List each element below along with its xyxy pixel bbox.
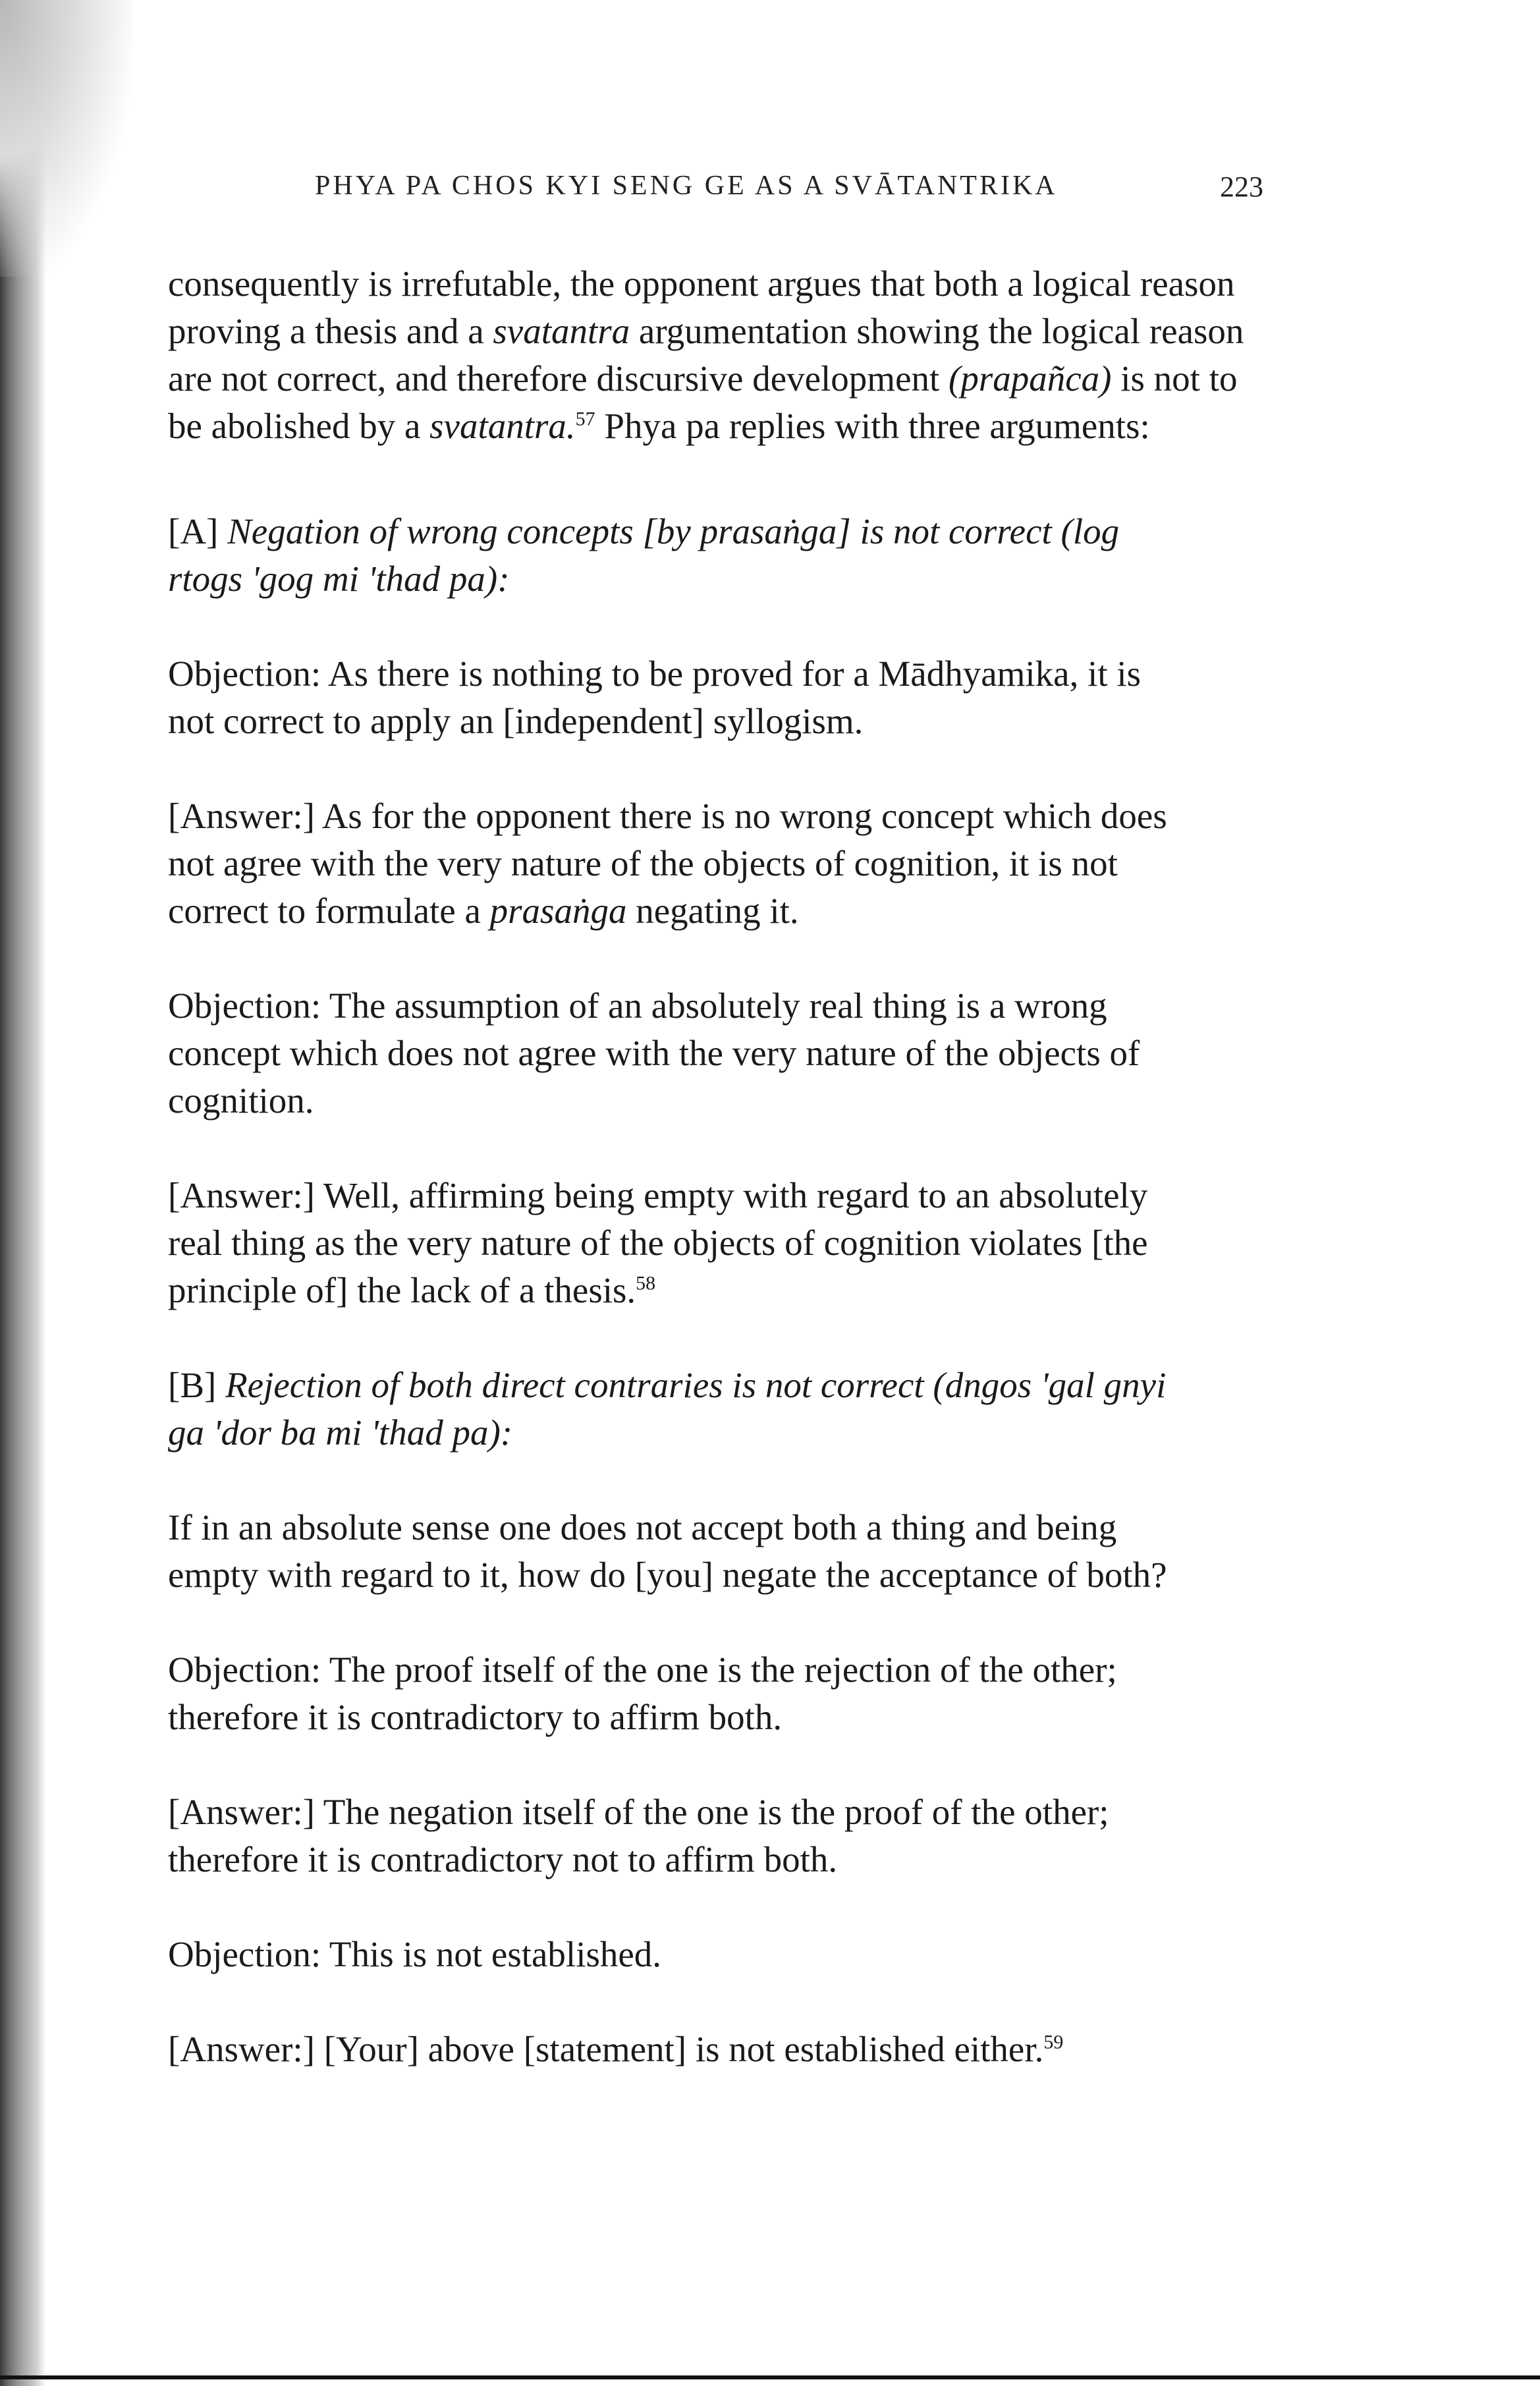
intro-text-2: argumentation showing the logical reason are not correct, and therefore discursive development: [168, 311, 1244, 399]
page-gutter-shadow: [0, 0, 46, 2386]
section-b-marker: [B]: [168, 1365, 226, 1405]
section-b-title: Rejection of both direct contraries is not correct (dngos 'gal gnyi ga 'dor ba mi 'thad pa):: [168, 1365, 1167, 1453]
intro-term-svatantra-2: svatantra.: [429, 406, 576, 446]
page-bottom-edge: [0, 2375, 1540, 2379]
section-b-statement: If in an absolute sense one does not accept both a thing and being empty with regard to it, how do [you] negate the acceptance of both?: [168, 1507, 1167, 1595]
section-b-answer-1: [Answer:] The negation itself of the one is the proof of the other; therefore it is contradictory not to affirm both.: [168, 1792, 1109, 1879]
section-a-answer-2: [168, 1172, 1169, 1314]
intro-term-svatantra: svatantra: [493, 311, 630, 351]
section-a-marker: [A]: [168, 511, 228, 551]
section-a-answer-1: [168, 792, 1169, 935]
section-a-heading: [168, 508, 1169, 603]
intro-text-3: is not to be abolished by a: [168, 358, 1238, 446]
section-b-objection-2: Objection: This is not established.: [168, 1934, 662, 1974]
section-a-objection-1: Objection: As there is nothing to be proved for a Mādhyamika, it is not correct to apply an [independent] syllogism.: [168, 653, 1141, 741]
running-head: PHYA PA CHOS KYI SENG GE AS A SVĀTANTRIKA: [315, 171, 1058, 201]
page-corner-shadow: [0, 0, 132, 277]
section-b-heading: [168, 1362, 1169, 1457]
footnote-ref-59[interactable]: 59: [1043, 2031, 1064, 2053]
section-b-objection-1: Objection: The proof itself of the one is the rejection of the other; therefore it is contradictory to affirm both.: [168, 1650, 1117, 1737]
page-header: [315, 170, 1263, 216]
page-body: [168, 260, 1268, 2073]
intro-text-4: Phya pa replies with three arguments:: [595, 406, 1150, 446]
answer-b2-text: [Answer:] [Your] above [statement] is not established either.: [168, 2029, 1044, 2069]
footnote-ref-57[interactable]: 57: [575, 408, 595, 430]
footnote-ref-58[interactable]: 58: [636, 1272, 656, 1294]
answer-1-term-prasanga: prasaṅga: [489, 891, 627, 931]
section-b-answer-2: [168, 2026, 1169, 2073]
intro-text-1: consequently is irrefutable, the opponent argues that both a logical reason proving a thesis and a: [168, 264, 1235, 351]
page-number: 223: [1220, 171, 1263, 203]
answer-1-text-1: [Answer:] As for the opponent there is no wrong concept which does not agree with the very nature of the objects of cognition, it is not correct to formulate a: [168, 796, 1167, 931]
intro-term-prapanca: (prapañca): [949, 358, 1112, 399]
answer-1-text-2: negating it.: [626, 891, 799, 931]
section-a-title: Negation of wrong concepts [by prasaṅga] is not correct (log rtogs 'gog mi 'thad pa):: [168, 511, 1120, 599]
intro-paragraph: [168, 260, 1255, 450]
answer-2-text: [Answer:] Well, affirming being empty with regard to an absolutely real thing as the very nature of the objects of cognition violates [the principle of] the lack of a thesis.: [168, 1175, 1148, 1310]
section-a-objection-2: Objection: The assumption of an absolutely real thing is a wrong concept which does not agree with the very nature of the objects of cognition.: [168, 985, 1140, 1121]
